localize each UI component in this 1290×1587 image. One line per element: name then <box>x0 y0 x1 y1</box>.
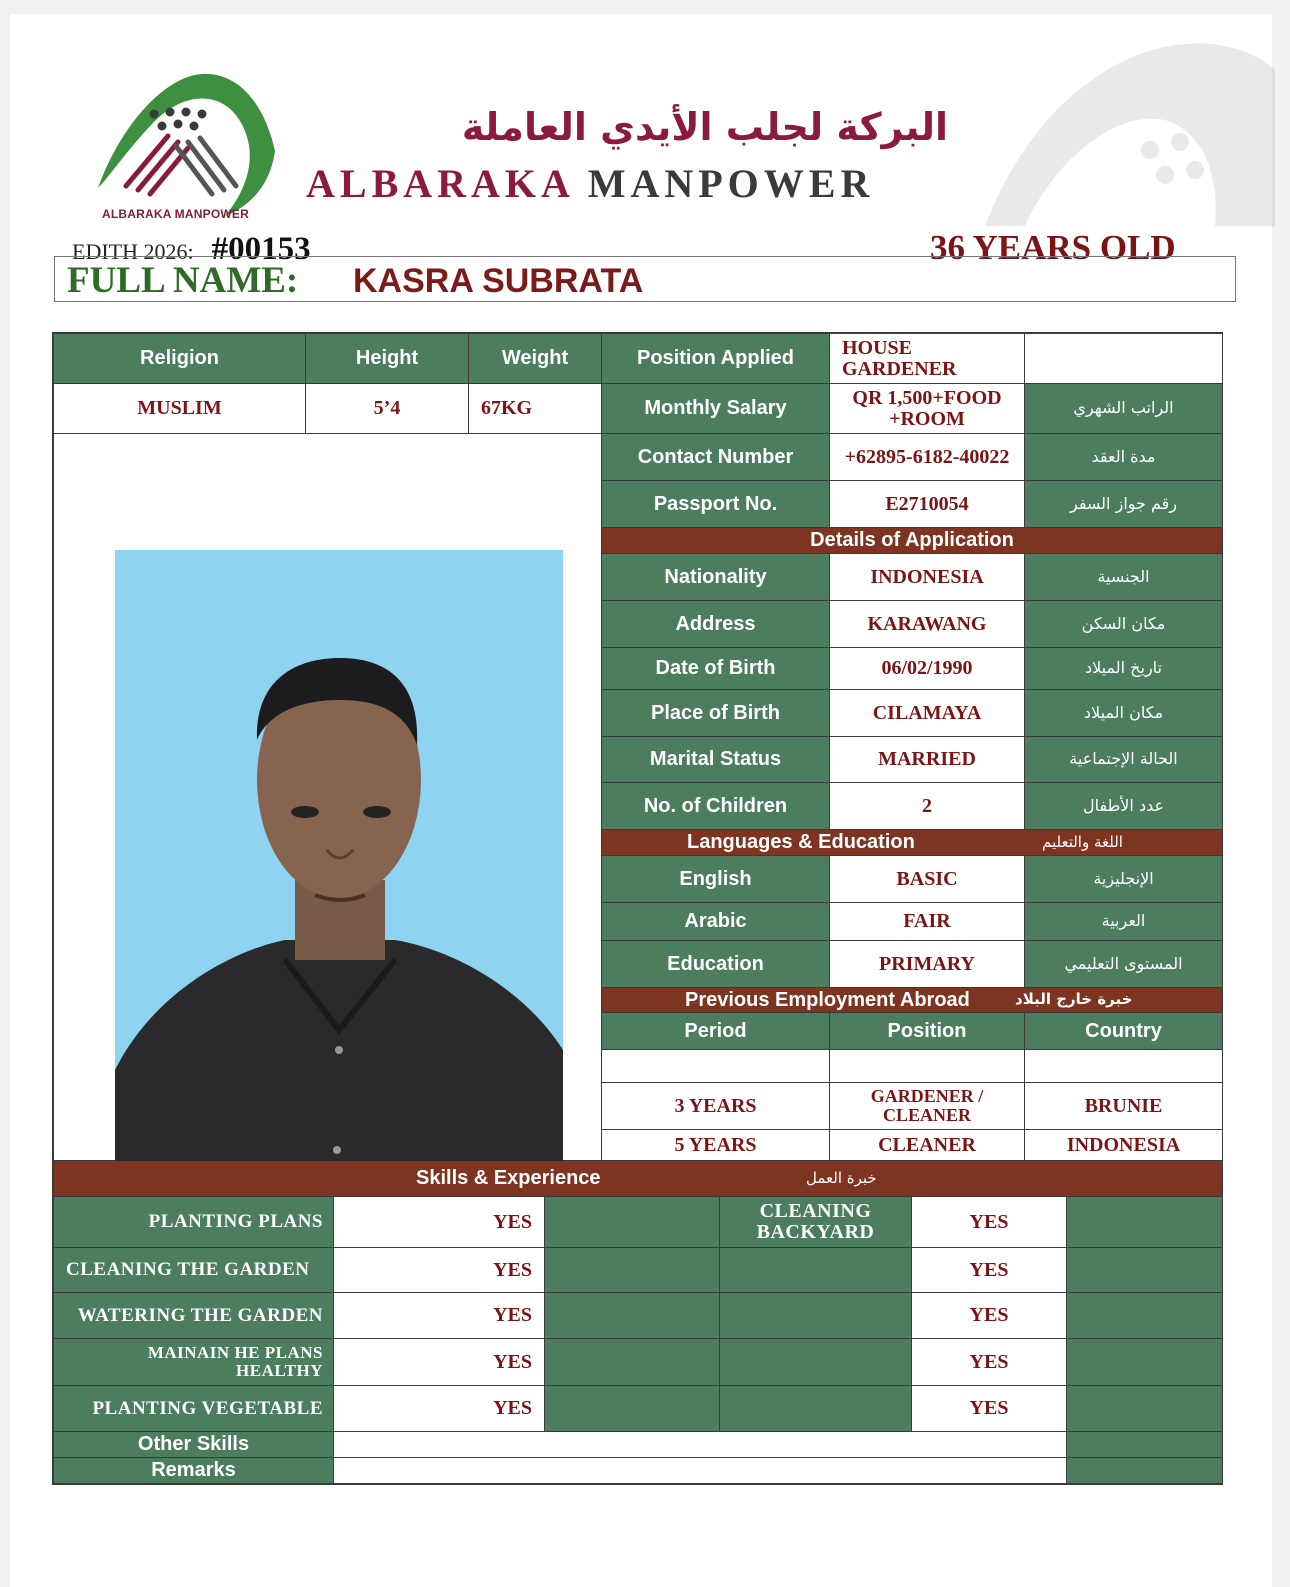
full-name-box <box>54 256 1236 302</box>
address-label: Address <box>602 601 830 648</box>
english-value: BASIC <box>830 856 1025 903</box>
education-arabic: المستوى التعليمي <box>1025 941 1222 988</box>
skill-row-2-label-2 <box>720 1248 912 1293</box>
period-header: Period <box>602 1013 830 1050</box>
skill-row-5-label: PLANTING VEGETABLE <box>54 1386 334 1432</box>
logo-caption: ALBARAKA MANPOWER <box>102 207 249 221</box>
skill-row-3-value: YES <box>334 1293 545 1339</box>
country-header: Country <box>1025 1013 1222 1050</box>
skill-row-2-value: YES <box>334 1248 545 1293</box>
salary-label: Monthly Salary <box>602 384 830 434</box>
religion-value: MUSLIM <box>54 384 306 434</box>
full-name-value: KASRA SUBRATA <box>353 262 644 300</box>
position-value: HOUSE GARDENER <box>830 334 1025 384</box>
position-label: Position Applied <box>602 334 830 384</box>
salary-arabic: الراتب الشهري <box>1025 384 1222 434</box>
languages-title-arabic: اللغة والتعليم <box>1042 832 1123 851</box>
passport-value: E2710054 <box>830 481 1025 528</box>
details-section-title: Details of Application <box>602 528 1222 554</box>
contact-arabic: مدة العقد <box>1025 434 1222 481</box>
employment-section-title <box>602 988 1222 1013</box>
skill-row-4-value-2: YES <box>912 1339 1067 1386</box>
skill-row-5-blank <box>545 1386 720 1432</box>
education-label: Education <box>602 941 830 988</box>
skill-row-5-label-2 <box>720 1386 912 1432</box>
other-skills-label: Other Skills <box>54 1432 334 1458</box>
dob-arabic: تاريخ الميلاد <box>1025 648 1222 690</box>
dob-label: Date of Birth <box>602 648 830 690</box>
other-skills-blank <box>1067 1432 1222 1458</box>
skill-row-4-value: YES <box>334 1339 545 1386</box>
age: 36 YEARS OLD <box>930 228 1176 267</box>
company-name-arabic: البركة لجلب الأيدي العاملة <box>461 105 948 149</box>
height-value: 5’4 <box>306 384 469 434</box>
skill-row-1-label-2: CLEANING BACKYARD <box>720 1197 912 1248</box>
children-value: 2 <box>830 783 1025 830</box>
contact-label: Contact Number <box>602 434 830 481</box>
skill-row-4-label: MAINAIN HE PLANS HEALTHY <box>54 1339 334 1386</box>
skill-row-1-label: PLANTING PLANS <box>54 1197 334 1248</box>
employment-row-2-period: 3 YEARS <box>602 1083 830 1130</box>
skill-row-3-blank-2 <box>1067 1293 1222 1339</box>
skill-row-2-blank <box>545 1248 720 1293</box>
dob-value: 06/02/1990 <box>830 648 1025 690</box>
skill-row-3-label-2 <box>720 1293 912 1339</box>
skill-row-4-blank-2 <box>1067 1339 1222 1386</box>
full-name-label: FULL NAME: <box>67 260 299 301</box>
weight-header: Weight <box>469 334 602 384</box>
employment-row-1-position <box>830 1050 1025 1083</box>
company-name-latin <box>306 160 874 207</box>
position-arabic-empty <box>1025 334 1222 384</box>
skill-row-2-value-2: YES <box>912 1248 1067 1293</box>
weight-value: 67KG <box>469 384 602 434</box>
height-header: Height <box>306 334 469 384</box>
skills-title-arabic: خبرة العمل <box>806 1168 877 1187</box>
skill-row-1-blank-2 <box>1067 1197 1222 1248</box>
marital-value: MARRIED <box>830 737 1025 783</box>
skill-row-2-label: CLEANING THE GARDEN <box>54 1248 334 1293</box>
skill-row-5-value: YES <box>334 1386 545 1432</box>
skill-row-3-blank <box>545 1293 720 1339</box>
edition-number: #00153 <box>211 231 311 267</box>
other-skills-value <box>334 1432 1067 1458</box>
languages-section-title <box>602 830 1222 856</box>
nationality-arabic: الجنسية <box>1025 554 1222 601</box>
marital-arabic: الحالة الإجتماعية <box>1025 737 1222 783</box>
salary-value: QR 1,500+FOOD +ROOM <box>830 384 1025 434</box>
albaraka-logo <box>90 66 285 226</box>
skills-section-title <box>54 1161 1222 1197</box>
employment-row-2-position: GARDENER / CLEANER <box>830 1083 1025 1130</box>
employment-row-3-position: CLEANER <box>830 1130 1025 1161</box>
children-arabic: عدد الأطفال <box>1025 783 1222 830</box>
company-name-word-2: MANPOWER <box>587 161 875 206</box>
employment-row-3-country: INDONESIA <box>1025 1130 1222 1161</box>
arabic-value: FAIR <box>830 903 1025 941</box>
skill-row-3-label: WATERING THE GARDEN <box>54 1293 334 1339</box>
employment-row-1-period <box>602 1050 830 1083</box>
photo-cell <box>54 434 602 1161</box>
pob-label: Place of Birth <box>602 690 830 737</box>
skill-row-3-value-2: YES <box>912 1293 1067 1339</box>
address-value: KARAWANG <box>830 601 1025 648</box>
edition-label: EDITH 2026: <box>72 239 194 264</box>
skills-title: Skills & Experience <box>416 1167 601 1189</box>
religion-header: Religion <box>54 334 306 384</box>
passport-arabic: رقم جواز السفر <box>1025 481 1222 528</box>
children-label: No. of Children <box>602 783 830 830</box>
employment-row-1-country <box>1025 1050 1222 1083</box>
employment-row-3-period: 5 YEARS <box>602 1130 830 1161</box>
contact-value: +62895-6182-40022 <box>830 434 1025 481</box>
nationality-label: Nationality <box>602 554 830 601</box>
employment-title: Previous Employment Abroad <box>685 988 970 1011</box>
passport-label: Passport No. <box>602 481 830 528</box>
pob-arabic: مكان الميلاد <box>1025 690 1222 737</box>
pob-value: CILAMAYA <box>830 690 1025 737</box>
employment-title-arabic: خبرة خارج البلاد <box>1015 990 1133 1009</box>
skill-row-4-blank <box>545 1339 720 1386</box>
nationality-value: INDONESIA <box>830 554 1025 601</box>
skill-row-2-blank-2 <box>1067 1248 1222 1293</box>
education-value: PRIMARY <box>830 941 1025 988</box>
marital-label: Marital Status <box>602 737 830 783</box>
remarks-blank <box>1067 1458 1222 1483</box>
languages-title: Languages & Education <box>687 831 915 853</box>
application-table <box>52 332 1223 1485</box>
arabic-label: Arabic <box>602 903 830 941</box>
address-arabic: مكان السكن <box>1025 601 1222 648</box>
position-header: Position <box>830 1013 1025 1050</box>
skill-row-1-blank <box>545 1197 720 1248</box>
watermark-logo <box>965 30 1275 226</box>
skill-row-5-blank-2 <box>1067 1386 1222 1432</box>
remarks-value <box>334 1458 1067 1483</box>
skill-row-5-value-2: YES <box>912 1386 1067 1432</box>
employment-row-2-country: BRUNIE <box>1025 1083 1222 1130</box>
remarks-label: Remarks <box>54 1458 334 1483</box>
skill-row-1-value-2: YES <box>912 1197 1067 1248</box>
company-name-word-1: ALBARAKA <box>306 161 573 206</box>
arabic-arabic: العربية <box>1025 903 1222 941</box>
applicant-photo <box>115 550 563 1226</box>
skill-row-1-value: YES <box>334 1197 545 1248</box>
english-arabic: الإنجليزية <box>1025 856 1222 903</box>
english-label: English <box>602 856 830 903</box>
skill-row-4-label-2 <box>720 1339 912 1386</box>
